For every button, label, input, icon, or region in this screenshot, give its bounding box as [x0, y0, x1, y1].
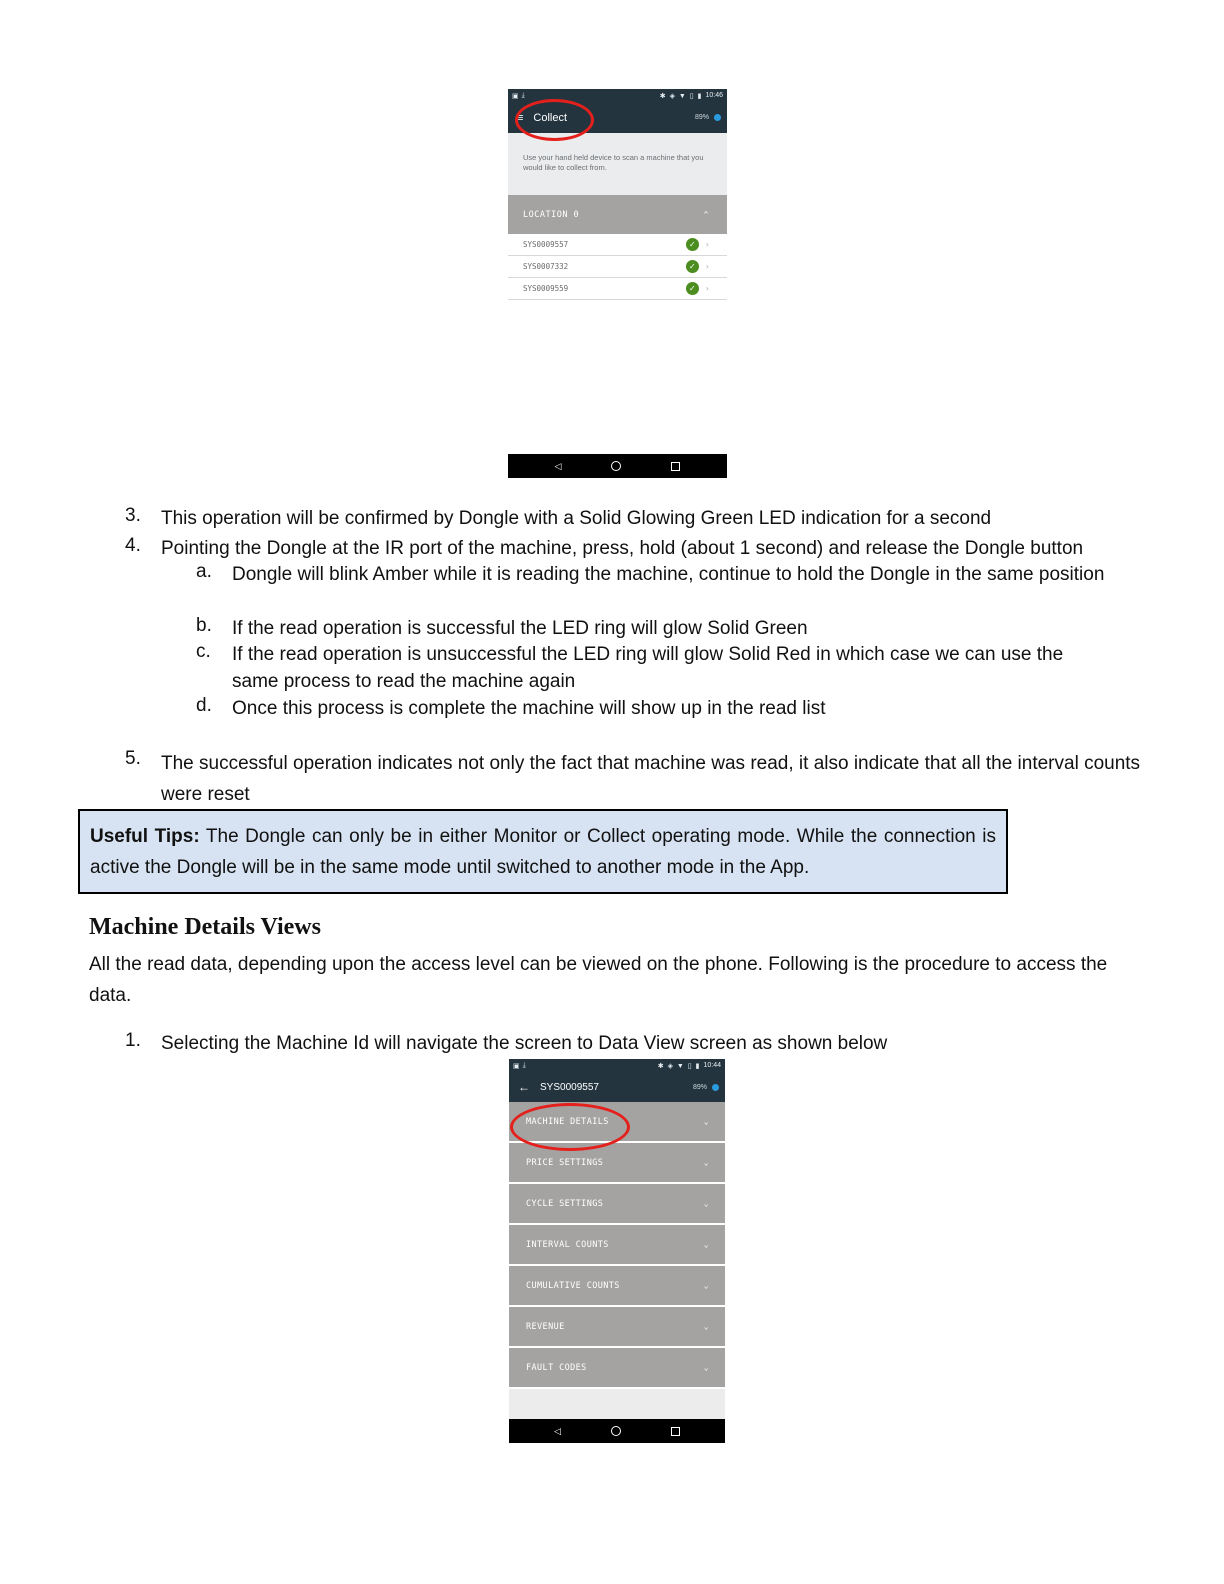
machine-row[interactable]	[508, 256, 727, 278]
section-interval-counts[interactable]	[509, 1225, 725, 1266]
app-title: Collect	[533, 111, 568, 124]
image-icon: ▣	[513, 1062, 520, 1070]
status-time: 10:46	[705, 92, 723, 99]
chevron-down-icon: ⌄	[703, 1363, 709, 1372]
highlight-oval	[515, 99, 594, 141]
section-heading: Machine Details Views	[89, 914, 321, 940]
section-label: REVENUE	[526, 1321, 565, 1332]
check-icon: ✓	[686, 238, 699, 251]
section-label: INTERVAL COUNTS	[526, 1239, 609, 1250]
section-label: CYCLE SETTINGS	[526, 1198, 604, 1209]
download-icon: ⤓	[522, 1061, 526, 1069]
check-icon: ✓	[686, 260, 699, 273]
substep-letter: d.	[196, 695, 212, 716]
chevron-right-icon: ›	[705, 240, 709, 249]
section-intro: All the read data, depending upon the access level can be viewed on the phone. Following is the procedure to access the data.	[89, 954, 1108, 1006]
status-icons: ✱ ◈ ▼ ▯ ▮	[659, 92, 703, 100]
chevron-down-icon: ⌄	[703, 1322, 709, 1331]
chevron-down-icon: ⌄	[703, 1199, 709, 1208]
machine-id: SYS0007332	[523, 262, 569, 271]
back-triangle-icon[interactable]: ◁	[554, 1425, 561, 1436]
back-triangle-icon[interactable]: ◁	[554, 460, 562, 471]
section-cycle-settings[interactable]	[509, 1184, 725, 1225]
step-text: Selecting the Machine Id will navigate the screen to Data View screen as shown below	[161, 1033, 888, 1054]
section-cumulative-counts[interactable]	[509, 1266, 725, 1307]
step-text: This operation will be confirmed by Dongle with a Solid Glowing Green LED indication for a second	[161, 508, 992, 529]
connection-dot-icon	[712, 1084, 719, 1091]
tips-label: Useful Tips:	[90, 826, 200, 847]
section-label: CUMULATIVE COUNTS	[526, 1280, 620, 1291]
machine-id: SYS0009557	[523, 240, 569, 249]
machine-id: SYS0009559	[523, 284, 569, 293]
battery-level: 89%	[692, 1083, 707, 1091]
image-icon: ▣	[512, 92, 519, 100]
menu-icon[interactable]: ≡	[517, 111, 524, 124]
battery-level: 89%	[694, 114, 709, 121]
app-title: SYS0009557	[540, 1081, 599, 1093]
section-label: FAULT CODES	[526, 1362, 587, 1373]
section-price-settings[interactable]	[509, 1143, 725, 1184]
highlight-oval	[510, 1103, 630, 1151]
home-circle-icon[interactable]	[611, 461, 621, 471]
recent-square-icon[interactable]	[671, 1427, 680, 1436]
section-fault-codes[interactable]	[509, 1348, 725, 1389]
android-nav-bar	[508, 454, 727, 478]
machine-row[interactable]	[508, 278, 727, 300]
download-icon: ⤓	[521, 91, 525, 99]
tips-text: The Dongle can only be in either Monitor or Collect operating mode. While the connection is active the Dongle will be in the same mode until switched to another mode in the App.	[90, 826, 997, 878]
step-text: The successful operation indicates not only the fact that machine was read, it also indicate that all the interval counts were reset	[161, 753, 1141, 805]
status-bar	[509, 1059, 725, 1072]
empty-area	[509, 1389, 725, 1420]
substep-letter: b.	[196, 615, 212, 636]
substep-text: If the read operation is unsuccessful the LED ring will glow Solid Red in which case we can use the same process to read the machine again	[232, 644, 1064, 692]
step-number: 4.	[125, 535, 141, 556]
recent-square-icon[interactable]	[671, 462, 680, 471]
chevron-right-icon: ›	[705, 262, 709, 271]
step-number: 5.	[125, 748, 141, 769]
chevron-up-icon: ^	[703, 210, 709, 219]
chevron-down-icon: ⌄	[703, 1158, 709, 1167]
android-nav-bar	[509, 1419, 725, 1443]
back-arrow-icon[interactable]: ←	[518, 1080, 530, 1094]
status-icons: ✱ ◈ ▼ ▯ ▮	[657, 1062, 701, 1070]
step-number: 1.	[125, 1030, 141, 1051]
home-circle-icon[interactable]	[611, 1426, 621, 1436]
location-label: LOCATION 0	[523, 209, 580, 220]
section-label: PRICE SETTINGS	[526, 1157, 604, 1168]
substep-text: Dongle will blink Amber while it is reading the machine, continue to hold the Dongle in the same position	[232, 564, 1105, 585]
chevron-down-icon: ⌄	[703, 1117, 709, 1126]
chevron-down-icon: ⌄	[703, 1281, 709, 1290]
collect-instructions: Use your hand held device to scan a machine that you would like to collect from.	[508, 133, 727, 195]
substep-letter: a.	[196, 561, 212, 582]
step-text: Pointing the Dongle at the IR port of the machine, press, hold (about 1 second) and release the Dongle button	[161, 538, 1084, 559]
app-bar	[509, 1072, 725, 1102]
connection-dot-icon	[714, 114, 721, 121]
substep-text: Once this process is complete the machine will show up in the read list	[232, 698, 826, 719]
location-header[interactable]	[508, 195, 727, 234]
chevron-right-icon: ›	[705, 284, 709, 293]
substep-text: If the read operation is successful the LED ring will glow Solid Green	[232, 618, 808, 639]
machine-row[interactable]	[508, 234, 727, 256]
substep-letter: c.	[196, 641, 211, 662]
check-icon: ✓	[686, 282, 699, 295]
status-time: 10:44	[703, 1062, 721, 1069]
collect-screenshot	[508, 89, 727, 478]
step-number: 3.	[125, 505, 141, 526]
useful-tips-box	[78, 809, 1008, 894]
section-label: MACHINE DETAILS	[526, 1116, 609, 1127]
chevron-down-icon: ⌄	[703, 1240, 709, 1249]
section-revenue[interactable]	[509, 1307, 725, 1348]
